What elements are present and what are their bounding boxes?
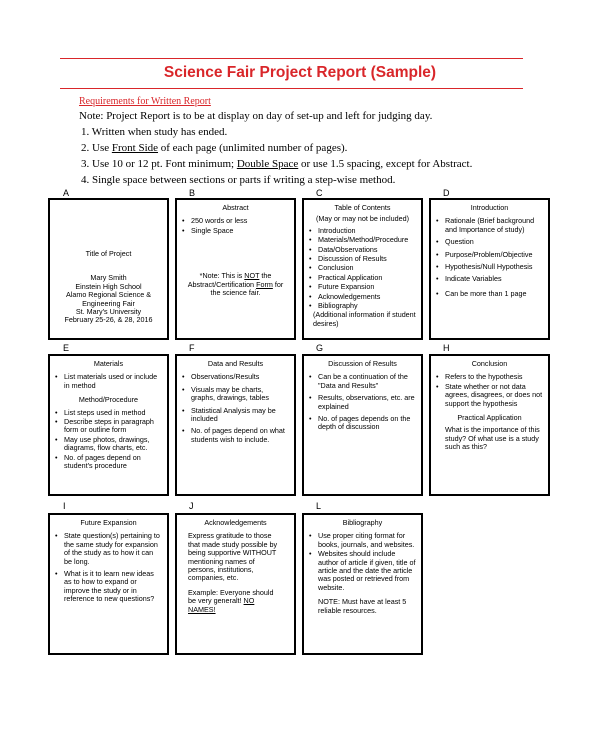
list-item: • 250 words or less bbox=[191, 217, 289, 225]
fair-name: Engineering Fair bbox=[82, 298, 135, 308]
box-heading: Discussion of Results bbox=[328, 359, 397, 368]
list-item: • Statistical Analysis may be included bbox=[191, 407, 289, 424]
application-subheading: Practical Application bbox=[457, 413, 522, 423]
list-item: • Hypothesis/Null Hypothesis bbox=[445, 263, 543, 271]
expansion-list bbox=[55, 532, 162, 603]
list-item: • Conclusion bbox=[318, 264, 416, 272]
list-item: • Practical Application bbox=[318, 274, 416, 282]
box-heading: Table of Contents bbox=[334, 203, 391, 212]
materials-list bbox=[55, 373, 162, 390]
list-item: • Data/Observations bbox=[318, 246, 416, 254]
box-materials-method bbox=[48, 354, 169, 496]
intro-list bbox=[436, 217, 543, 298]
list-item: • No. of pages depends on the depth of discussion bbox=[318, 415, 416, 432]
box-heading: Conclusion bbox=[471, 359, 508, 368]
box-table-of-contents bbox=[302, 198, 423, 340]
list-item: • Visuals may be charts, graphs, drawings, tables bbox=[191, 386, 289, 403]
box-heading: Acknowledgements bbox=[204, 518, 267, 527]
list-item: • Describe steps in paragraph form or outline form bbox=[64, 418, 162, 435]
box-title-page bbox=[48, 198, 169, 340]
list-item: • Refers to the hypothesis bbox=[445, 373, 543, 381]
box-introduction bbox=[429, 198, 550, 340]
section-letter-c: C bbox=[316, 188, 323, 198]
section-letter-h: H bbox=[443, 343, 450, 353]
list-item: • Future Expansion bbox=[318, 283, 416, 291]
list-item: • Rationale (Brief background and Importance of study) bbox=[445, 217, 543, 234]
section-letter-b: B bbox=[189, 188, 196, 198]
box-abstract bbox=[175, 198, 296, 340]
abstract-list bbox=[182, 217, 289, 235]
list-item: • Materials/Method/Procedure bbox=[318, 236, 416, 244]
list-item: • State question(s) pertaining to the same study for expansion of the study as to how it can be long. bbox=[64, 532, 162, 566]
abstract-note: *Note: This is NOT the Abstract/Certification Form for the science fair. bbox=[187, 271, 284, 298]
box-heading: Materials bbox=[93, 359, 124, 368]
toc-tail: (Additional information if student desires) bbox=[313, 310, 416, 328]
box-heading: Introduction bbox=[470, 203, 509, 212]
box-heading: Abstract bbox=[222, 203, 249, 212]
list-item: • No. of pages depend on what students wish to include. bbox=[191, 427, 289, 444]
list-item: • Purpose/Problem/Objective bbox=[445, 251, 543, 259]
section-letter-a: A bbox=[63, 188, 70, 198]
note-line: Note: Project Report is to be at display on day of set-up and left for judging day. bbox=[79, 110, 433, 122]
method-list bbox=[55, 409, 162, 471]
section-letter-g: G bbox=[316, 343, 324, 353]
application-text: What is the importance of this study? Of what use is a study such as this? bbox=[445, 425, 540, 452]
conclusion-list bbox=[436, 373, 543, 408]
title-rule bbox=[60, 88, 523, 89]
note-line: 1. Written when study has ended. bbox=[81, 126, 228, 138]
section-letter-f: F bbox=[189, 343, 195, 353]
university-name: St. Mary's University bbox=[75, 307, 142, 317]
box-acknowledgements bbox=[175, 513, 296, 655]
list-item: • List steps used in method bbox=[64, 409, 162, 417]
method-subheading: Method/Procedure bbox=[78, 395, 139, 405]
list-item: • Question bbox=[445, 238, 543, 246]
note-line: 2. Use Front Side of each page (unlimited number of pages). bbox=[81, 142, 348, 154]
note-line: 4. Single space between sections or parts if writing a step-wise method. bbox=[81, 174, 396, 186]
list-item: • Discussion of Results bbox=[318, 255, 416, 263]
list-item: • Results, observations, etc. are explained bbox=[318, 394, 416, 411]
box-data-results bbox=[175, 354, 296, 496]
list-item: • Single Space bbox=[191, 227, 289, 235]
list-item: • Can be a continuation of the "Data and Results" bbox=[318, 373, 416, 390]
section-letter-d: D bbox=[443, 188, 450, 198]
project-title-label: Title of Project bbox=[85, 249, 132, 258]
box-conclusion bbox=[429, 354, 550, 496]
list-item: • May use photos, drawings, diagrams, flow charts, etc. bbox=[64, 436, 162, 453]
student-name: Mary Smith bbox=[90, 273, 127, 283]
box-heading: Bibliography bbox=[342, 518, 383, 527]
box-heading: Future Expansion bbox=[80, 518, 137, 527]
acknowledgements-example: Example: Everyone should be very generalt! NO NAMES! bbox=[188, 587, 274, 614]
bibliography-note: NOTE: Must have at least 5 reliable resources. bbox=[318, 597, 407, 615]
box-heading: Data and Results bbox=[207, 359, 264, 368]
fair-name: Alamo Regional Science & bbox=[65, 290, 152, 300]
section-letter-l: L bbox=[316, 501, 322, 511]
list-item: • Websites should include author of article if given, title of article and the date the article was posted or retrieved from website. bbox=[318, 550, 416, 592]
box-discussion bbox=[302, 354, 423, 496]
bibliography-list bbox=[309, 532, 416, 592]
requirements-notes bbox=[79, 108, 472, 188]
toc-subheading: (May or may not be included) bbox=[315, 214, 410, 224]
list-item: • List materials used or include in method bbox=[64, 373, 162, 390]
list-item: • State whether or not data agrees, disagrees, or does not support the hypothesis bbox=[445, 383, 543, 408]
page-title: Science Fair Project Report (Sample) bbox=[163, 64, 437, 81]
list-item: • Use proper citing format for books, journals, and websites. bbox=[318, 532, 416, 549]
requirements-heading: Requirements for Written Report bbox=[79, 96, 211, 107]
box-bibliography bbox=[302, 513, 423, 655]
school-name: Einstein High School bbox=[75, 281, 142, 291]
box-future-expansion bbox=[48, 513, 169, 655]
list-item: • Observations/Results bbox=[191, 373, 289, 381]
data-list bbox=[182, 373, 289, 444]
discussion-list bbox=[309, 373, 416, 431]
toc-list bbox=[309, 227, 416, 311]
list-item: • Introduction bbox=[318, 227, 416, 235]
list-item: • No. of pages depend on student's procedure bbox=[64, 454, 162, 471]
fair-dates: February 25-26, & 28, 2016 bbox=[64, 315, 153, 325]
section-letter-e: E bbox=[63, 343, 70, 353]
section-letter-i: I bbox=[63, 501, 66, 511]
section-letter-j: J bbox=[189, 501, 194, 511]
list-item: • What is it to learn new ideas as to how to expand or improve the study or in reference to new questions? bbox=[64, 570, 162, 604]
list-item: • Indicate Variables bbox=[445, 275, 543, 283]
list-item: • Can be more than 1 page bbox=[445, 290, 543, 298]
list-item: • Bibliography bbox=[318, 302, 416, 310]
acknowledgements-text: Express gratitude to those that made study possible by being supportive WITHOUT mentioning names of persons, institutions, companies, etc. bbox=[188, 531, 278, 583]
top-rule bbox=[60, 58, 523, 59]
list-item: • Acknowledgements bbox=[318, 293, 416, 301]
note-line: 3. Use 10 or 12 pt. Font minimum; Double Space or use 1.5 spacing, except for Abstract. bbox=[81, 158, 473, 170]
